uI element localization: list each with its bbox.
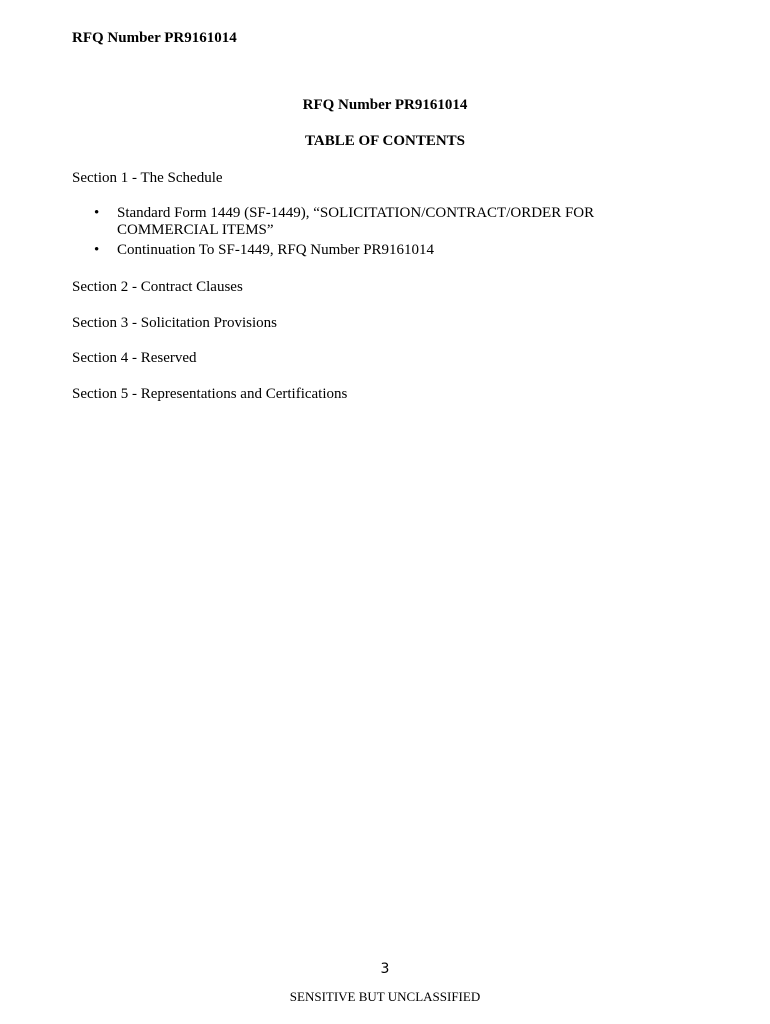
section-3-entry: Section 3 - Solicitation Provisions — [72, 315, 277, 331]
bullet-icon: • — [94, 205, 100, 221]
section-1-item-list — [72, 205, 632, 262]
section-2-entry: Section 2 - Contract Clauses — [72, 279, 243, 295]
list-item — [72, 242, 632, 259]
page-number: 3 — [380, 961, 390, 977]
section-4-entry: Section 4 - Reserved — [72, 350, 197, 366]
list-item — [72, 205, 632, 239]
list-item-text: Continuation To SF-1449, RFQ Number PR9161014 — [117, 242, 435, 258]
list-item-text: Standard Form 1449 (SF-1449), “SOLICITATION/CONTRACT/ORDER FOR COMMERCIAL ITEMS” — [117, 205, 595, 238]
bullet-icon: • — [94, 242, 100, 258]
running-header: RFQ Number PR9161014 — [72, 30, 237, 46]
section-1-entry: Section 1 - The Schedule — [72, 170, 223, 186]
section-5-entry: Section 5 - Representations and Certifications — [72, 386, 348, 402]
toc-heading: TABLE OF CONTENTS — [304, 133, 466, 149]
document-title: RFQ Number PR9161014 — [302, 97, 468, 113]
classification-footer: SENSITIVE BUT UNCLASSIFIED — [289, 989, 481, 1004]
